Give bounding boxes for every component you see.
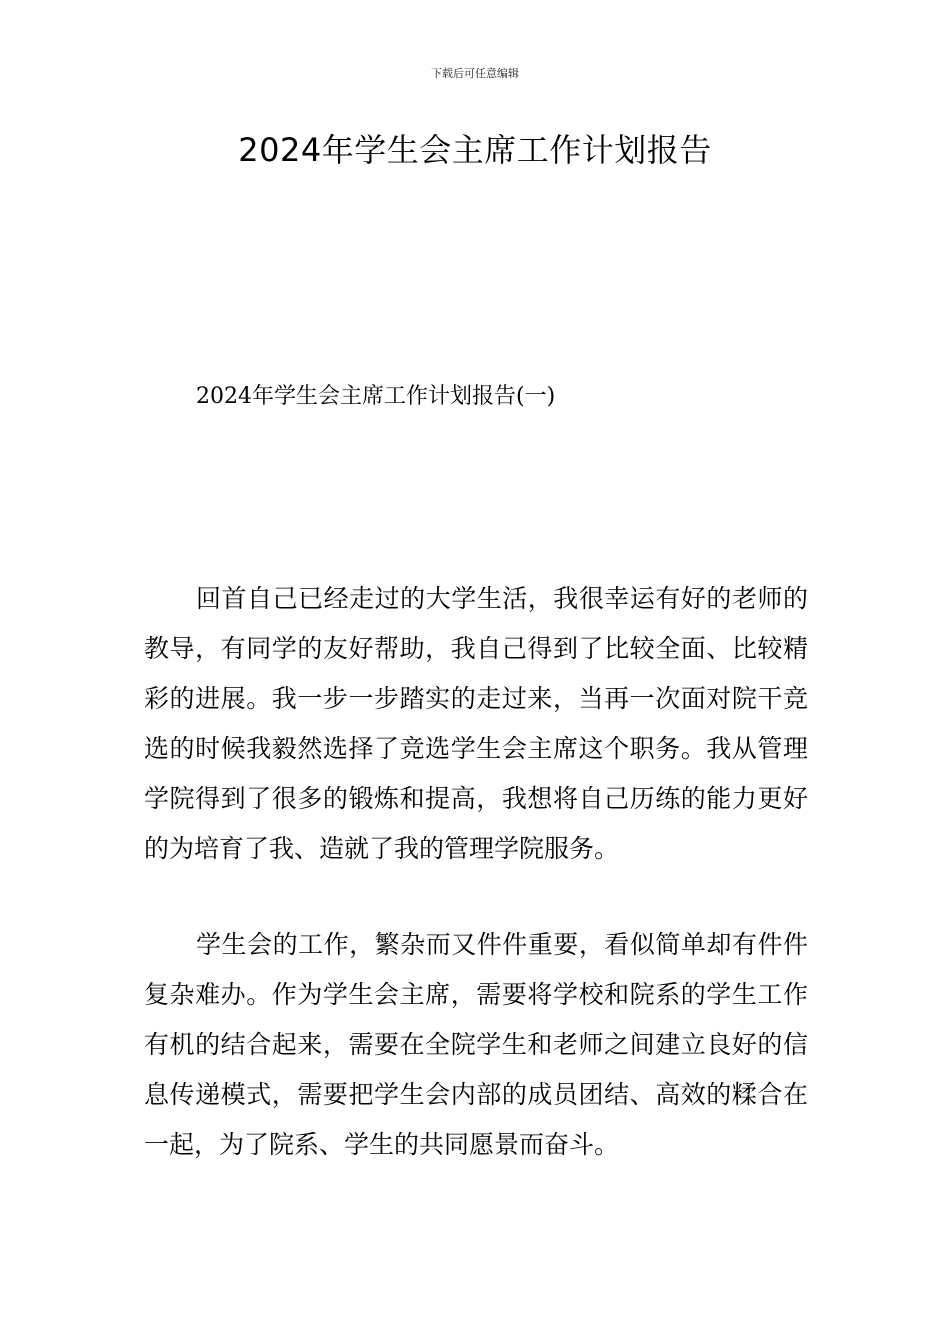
body-paragraph-1: 回首自己已经走过的大学生活，我很幸运有好的老师的教导，有同学的友好帮助，我自己得到了比较全面、比较精彩的进展。我一步一步踏实的走过来，当再一次面对院干竞选的时候我毅然选择了竞选学生会主席这个职务。我从管理学院得到了很多的锻炼和提高，我想将自己历练的能力更好的为培育了我、造就了我的管理学院服务。 xyxy=(144,584,808,863)
body-paragraph-2: 学生会的工作，繁杂而又件件重要，看似简单却有件件复杂难办。作为学生会主席，需要将学校和院系的学生工作有机的结合起来，需要在全院学生和老师之间建立良好的信息传递模式，需要把学生会内部的成员团结、高效的糅合在一起，为了院系、学生的共同愿景而奋斗。 xyxy=(144,930,808,1159)
section-heading: 2024年学生会主席工作计划报告(一) xyxy=(196,384,556,409)
page-header-note: 下载后可任意编辑 xyxy=(431,67,519,80)
document-title: 2024年学生会主席工作计划报告 xyxy=(238,131,712,169)
